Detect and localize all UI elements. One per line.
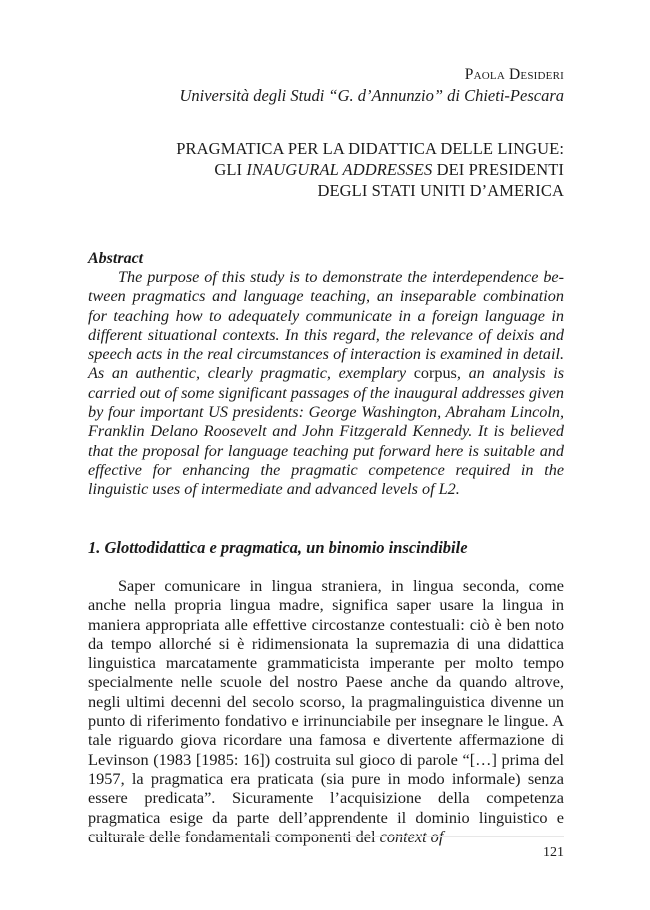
abstract-text-part-2: , an analysis is carried out of some significant passages of the inaugural addresses given by four important US presidents: George Washington, Abraham Lincoln, Franklin Delano Roosevelt and John Fitzgerald Kennedy. It is believed that the proposal for language teaching put forward here is suitable and effective for enhancing the pragmatic competence required in the linguistic uses of intermediate and advanced levels of L2. (88, 364, 564, 499)
title-line-2-post: DEI PRESIDENTI (432, 160, 564, 179)
title-line-2-italic: INAUGURAL ADDRESSES (246, 160, 433, 179)
author-affiliation: Università degli Studi “G. d’Annunzio” di Chieti-Pescara (179, 86, 564, 105)
page-number: 121 (543, 845, 564, 860)
section-body-main: Saper comunicare in lingua straniera, in lingua seconda, come anche nella propria lingua madre, significa saper usare la lingua in maniera appropriata alle effettive circostanze contestuali: ciò è ben noto da tempo allorché si è ridimensionata la supremazia di una didattica linguistica marcatamente grammaticista imperante per molto tempo specialmente nelle scuole del nostro Paese anche da quando altrove, negli ultimi decenni del secolo scorso, la pragmalinguistica divenne un punto di riferimento fondativo e irrinunciabile per insegnare le lingue. A tale riguardo giova ricordare una famosa e divertente affermazione di Levinson (1983 [1985: 16]) costruita sul gioco di parole “[…] prima del 1957, la pragmatica era praticata (sia pure in modo informale) senza essere predicata”. Sicuramente l’acquisizione della competenza pragmatica esige da parte dell’apprendente il dominio linguistico e culturale delle fondamentali componenti del (88, 576, 564, 846)
title-line-1: PRAGMATICA PER LA DIDATTICA DELLE LINGUE: (176, 139, 564, 158)
section-body-italic-end: context of (379, 826, 444, 846)
author-name: Paola Desideri (464, 66, 564, 83)
title-line-2 (176, 159, 564, 180)
section-heading: 1. Glottodidattica e pragmatica, un binomio inscindibile (88, 538, 468, 557)
abstract-text-upright: corpus (413, 364, 457, 383)
abstract-text-part-1: The purpose of this study is to demonstrate the interdependence between pragmatics and language teaching, an inseparable combination for teaching how to adequately communicate in a foreign language in different situational contexts. In this regard, the relevance of deixis and speech acts in the real circumstances of interaction is examined in detail. As an authentic, clearly pragmatic, exemplary (88, 268, 564, 383)
section-body-text (88, 576, 564, 846)
abstract-heading: Abstract (88, 250, 144, 267)
title-line-3: DEGLI STATI UNITI D’AMERICA (317, 181, 564, 200)
abstract-text (88, 268, 564, 500)
article-title (176, 138, 564, 201)
footer-rule (88, 836, 564, 837)
title-line-2-pre: GLI (214, 160, 247, 179)
